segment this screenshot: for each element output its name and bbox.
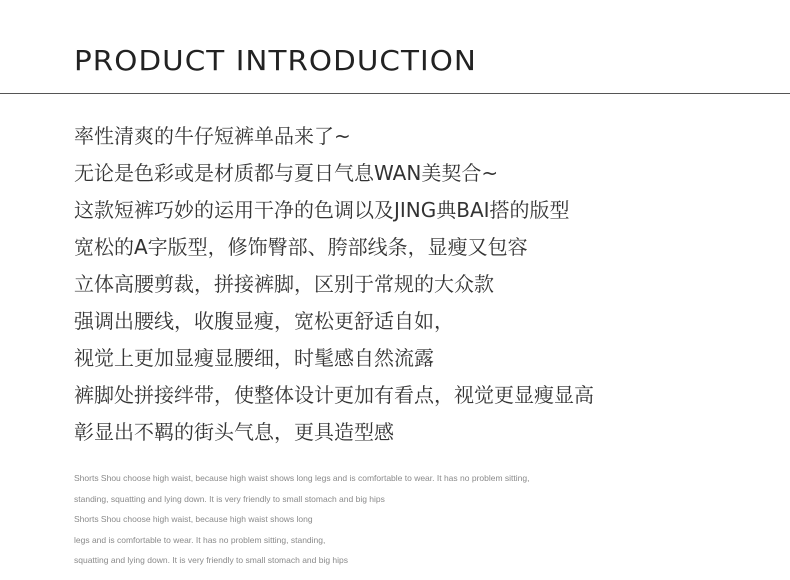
title-divider bbox=[0, 93, 790, 94]
description-line: 这款短裤巧妙的运用干净的色调以及JING典BAI搭的版型 bbox=[74, 198, 570, 222]
description-line: 无论是色彩或是材质都与夏日气息WAN美契合~ bbox=[74, 161, 499, 185]
english-line: standing, squatting and lying down. It is very friendly to small stomach and big hips bbox=[74, 493, 385, 504]
description-line: 宽松的A字版型，修饰臀部、胯部线条，显瘦又包容 bbox=[74, 235, 528, 259]
description-line: 率性清爽的牛仔短裤单品来了~ bbox=[74, 124, 351, 148]
english-line: Shorts Shou choose high waist, because high waist shows long legs and is comfortable to wear. It has no problem sitting, bbox=[74, 473, 530, 483]
english-line: Shorts Shou choose high waist, because high waist shows long bbox=[74, 514, 313, 524]
english-description bbox=[74, 468, 529, 571]
english-line: squatting and lying down. It is very friendly to small stomach and big hips bbox=[74, 555, 349, 565]
description-line: 裤脚处拼接绊带，使整体设计更加有看点，视觉更显瘦显高 bbox=[74, 383, 594, 407]
page-title: PRODUCT INTRODUCTION bbox=[74, 44, 477, 77]
description-line: 立体高腰剪裁，拼接裤脚，区别于常规的大众款 bbox=[74, 272, 494, 296]
description-line: 彰显出不羁的街头气息，更具造型感 bbox=[74, 420, 394, 444]
english-line: legs and is comfortable to wear. It has no problem sitting, standing, bbox=[74, 534, 326, 545]
chinese-description bbox=[74, 118, 594, 451]
description-line: 视觉上更加显瘦显腰细，时髦感自然流露 bbox=[74, 346, 434, 370]
description-line: 强调出腰线，收腹显瘦，宽松更舒适自如， bbox=[74, 309, 454, 333]
